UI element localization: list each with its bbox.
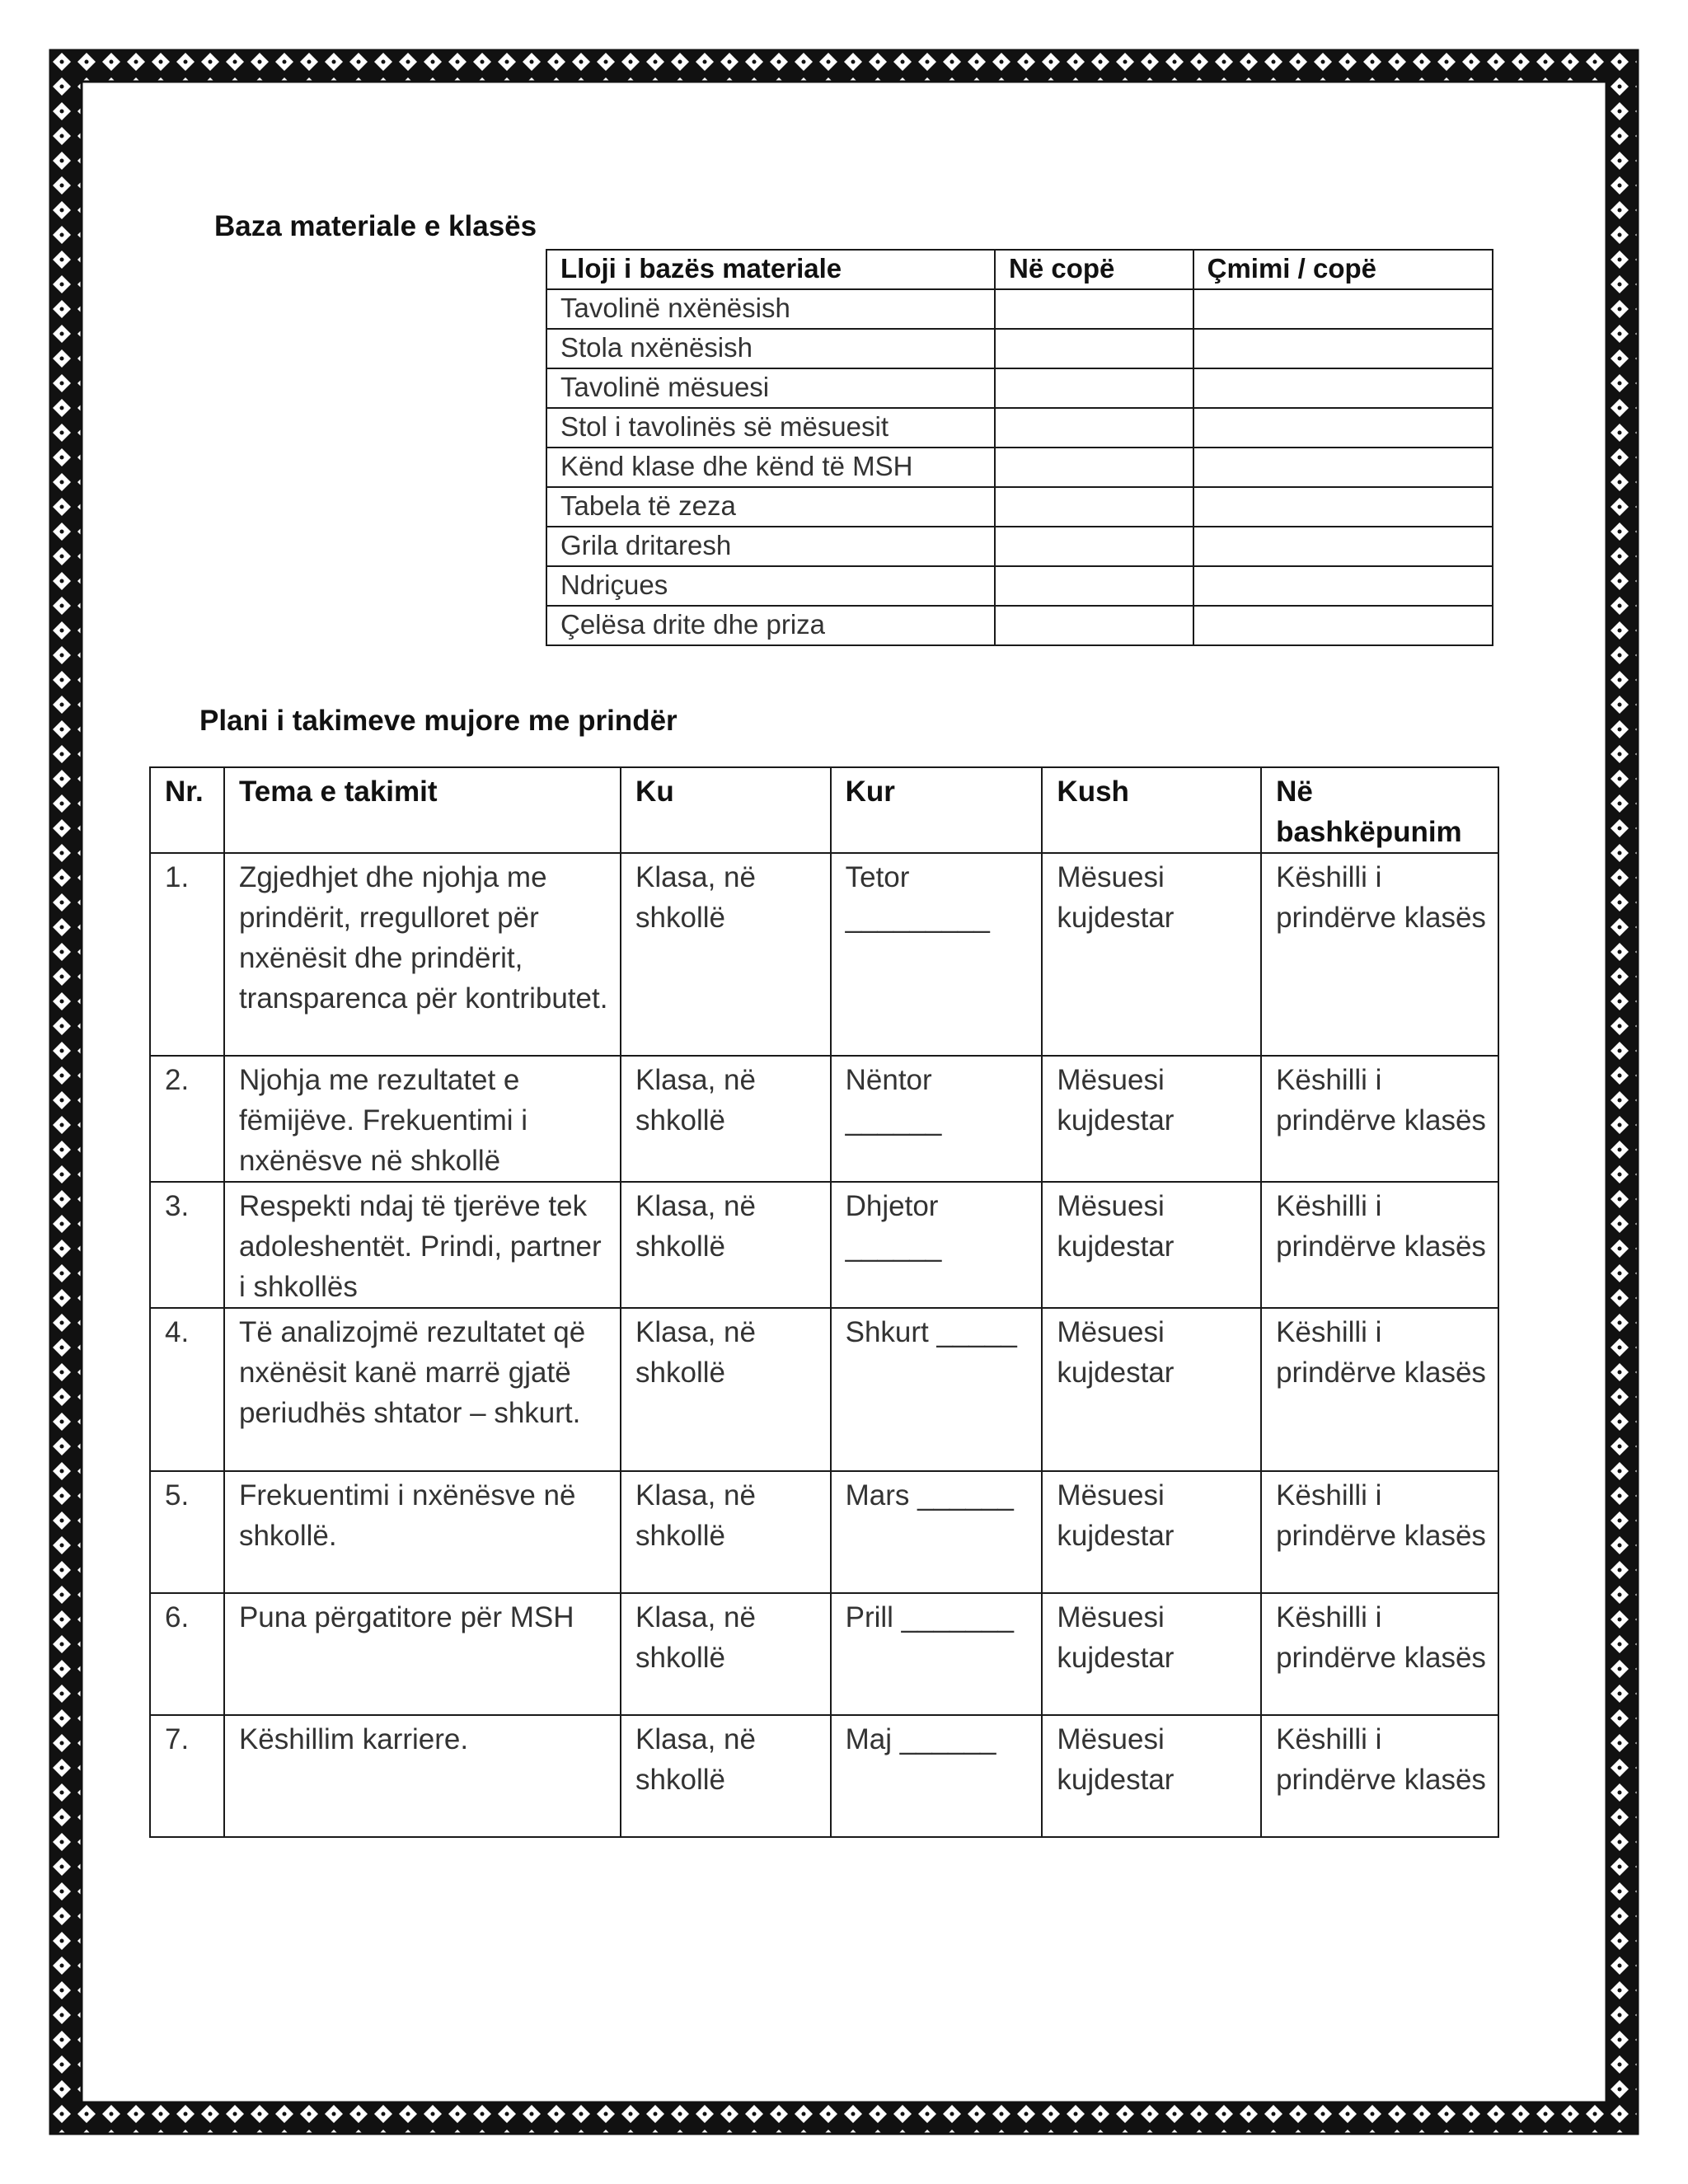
table-cell: Mars ______ xyxy=(831,1471,1043,1593)
plani-takimeve-title: Plani i takimeve mujore me prindër xyxy=(199,705,678,737)
table-cell xyxy=(995,527,1193,566)
table-cell xyxy=(995,606,1193,645)
table-row xyxy=(546,606,1493,645)
table-cell xyxy=(1193,448,1493,487)
table-cell: Mësuesi kujdestar xyxy=(1042,853,1261,1056)
baza-materiale-title: Baza materiale e klasës xyxy=(214,210,537,242)
table-cell xyxy=(995,368,1193,408)
table-cell: Këshilli i prindërve klasës xyxy=(1261,1056,1498,1182)
table-cell: Mësuesi kujdestar xyxy=(1042,1593,1261,1715)
table-row xyxy=(546,448,1493,487)
table-cell: Këshilli i prindërve klasës xyxy=(1261,1715,1498,1837)
table-cell: Klasa, në shkollë xyxy=(621,1715,831,1837)
table-cell: Këshilli i prindërve klasës xyxy=(1261,1593,1498,1715)
table-cell: Tetor _________ xyxy=(831,853,1043,1056)
table-cell: Kënd klase dhe kënd të MSH xyxy=(546,448,995,487)
plani-takimeve-table xyxy=(149,766,1499,1838)
table-cell: Të analizojmë rezultatet që nxënësit kanë marrë gjatë periudhës shtator – shkurt. xyxy=(224,1308,621,1471)
column-header: Në bashkëpunim xyxy=(1261,767,1498,853)
table-cell: Mësuesi kujdestar xyxy=(1042,1056,1261,1182)
column-header: Çmimi / copë xyxy=(1193,250,1493,289)
table-cell: Klasa, në shkollë xyxy=(621,1593,831,1715)
table-cell xyxy=(1193,289,1493,329)
table-cell xyxy=(995,487,1193,527)
table-cell: Njohja me rezultatet e fëmijëve. Frekuentimi i nxënësve në shkollë xyxy=(224,1056,621,1182)
table-cell: Zgjedhjet dhe njohja me prindërit, rregulloret për nxënësit dhe prindërit, transparenca për kontributet. xyxy=(224,853,621,1056)
table-cell: Frekuentimi i nxënësve në shkollë. xyxy=(224,1471,621,1593)
table-cell: Stol i tavolinës së mësuesit xyxy=(546,408,995,448)
table-cell xyxy=(1193,566,1493,606)
table-cell: Këshillim karriere. xyxy=(224,1715,621,1837)
table-cell xyxy=(1193,527,1493,566)
table-cell xyxy=(1193,606,1493,645)
table-row xyxy=(150,1182,1498,1308)
table-cell xyxy=(995,289,1193,329)
column-header: Kur xyxy=(831,767,1043,853)
table-cell: Mësuesi kujdestar xyxy=(1042,1715,1261,1837)
table-cell: Klasa, në shkollë xyxy=(621,853,831,1056)
table-cell: Klasa, në shkollë xyxy=(621,1471,831,1593)
table-cell xyxy=(1193,487,1493,527)
column-header: Ku xyxy=(621,767,831,853)
table-cell xyxy=(995,448,1193,487)
table-cell xyxy=(995,566,1193,606)
table-cell xyxy=(1193,368,1493,408)
table-cell: Këshilli i prindërve klasës xyxy=(1261,1182,1498,1308)
table-cell: Klasa, në shkollë xyxy=(621,1056,831,1182)
table-cell: Nëntor ______ xyxy=(831,1056,1043,1182)
table-cell: Mësuesi kujdestar xyxy=(1042,1308,1261,1471)
table-cell: Prill _______ xyxy=(831,1593,1043,1715)
table-cell: 3. xyxy=(150,1182,224,1308)
table-cell: Stola nxënësish xyxy=(546,329,995,368)
table-row xyxy=(546,408,1493,448)
table-cell xyxy=(1193,329,1493,368)
table-cell: Mësuesi kujdestar xyxy=(1042,1182,1261,1308)
table-cell xyxy=(995,408,1193,448)
table-cell: Këshilli i prindërve klasës xyxy=(1261,1471,1498,1593)
column-header: Nr. xyxy=(150,767,224,853)
table-cell: 1. xyxy=(150,853,224,1056)
table-cell: Tavolinë mësuesi xyxy=(546,368,995,408)
table-cell xyxy=(995,329,1193,368)
column-header: Lloji i bazës materiale xyxy=(546,250,995,289)
table-cell: Klasa, në shkollë xyxy=(621,1182,831,1308)
table-row xyxy=(150,1308,1498,1471)
table-row xyxy=(546,566,1493,606)
table-row xyxy=(546,368,1493,408)
table-cell: 2. xyxy=(150,1056,224,1182)
table-header-row xyxy=(546,250,1493,289)
table-cell: 7. xyxy=(150,1715,224,1837)
table-cell: 4. xyxy=(150,1308,224,1471)
column-header: Në copë xyxy=(995,250,1193,289)
column-header: Tema e takimit xyxy=(224,767,621,853)
table-row xyxy=(150,1056,1498,1182)
table-cell: Këshilli i prindërve klasës xyxy=(1261,853,1498,1056)
table-header-row xyxy=(150,767,1498,853)
table-cell: 6. xyxy=(150,1593,224,1715)
table-cell: Shkurt _____ xyxy=(831,1308,1043,1471)
table-row xyxy=(150,1593,1498,1715)
baza-materiale-table xyxy=(546,249,1493,646)
table-row xyxy=(546,487,1493,527)
table-cell: Grila dritaresh xyxy=(546,527,995,566)
table-cell: Tavolinë nxënësish xyxy=(546,289,995,329)
table-cell xyxy=(1193,408,1493,448)
table-row xyxy=(150,1715,1498,1837)
table-row xyxy=(546,289,1493,329)
table-cell: Maj ______ xyxy=(831,1715,1043,1837)
table-cell: Puna përgatitore për MSH xyxy=(224,1593,621,1715)
table-cell: Ndriçues xyxy=(546,566,995,606)
table-cell: 5. xyxy=(150,1471,224,1593)
table-row xyxy=(546,329,1493,368)
table-cell: Respekti ndaj të tjerëve tek adoleshentët. Prindi, partner i shkollës xyxy=(224,1182,621,1308)
column-header: Kush xyxy=(1042,767,1261,853)
table-cell: Tabela të zeza xyxy=(546,487,995,527)
table-cell: Klasa, në shkollë xyxy=(621,1308,831,1471)
table-row xyxy=(546,527,1493,566)
table-cell: Mësuesi kujdestar xyxy=(1042,1471,1261,1593)
table-cell: Çelësa drite dhe priza xyxy=(546,606,995,645)
table-cell: Dhjetor ______ xyxy=(831,1182,1043,1308)
table-row xyxy=(150,1471,1498,1593)
table-cell: Këshilli i prindërve klasës xyxy=(1261,1308,1498,1471)
table-row xyxy=(150,853,1498,1056)
